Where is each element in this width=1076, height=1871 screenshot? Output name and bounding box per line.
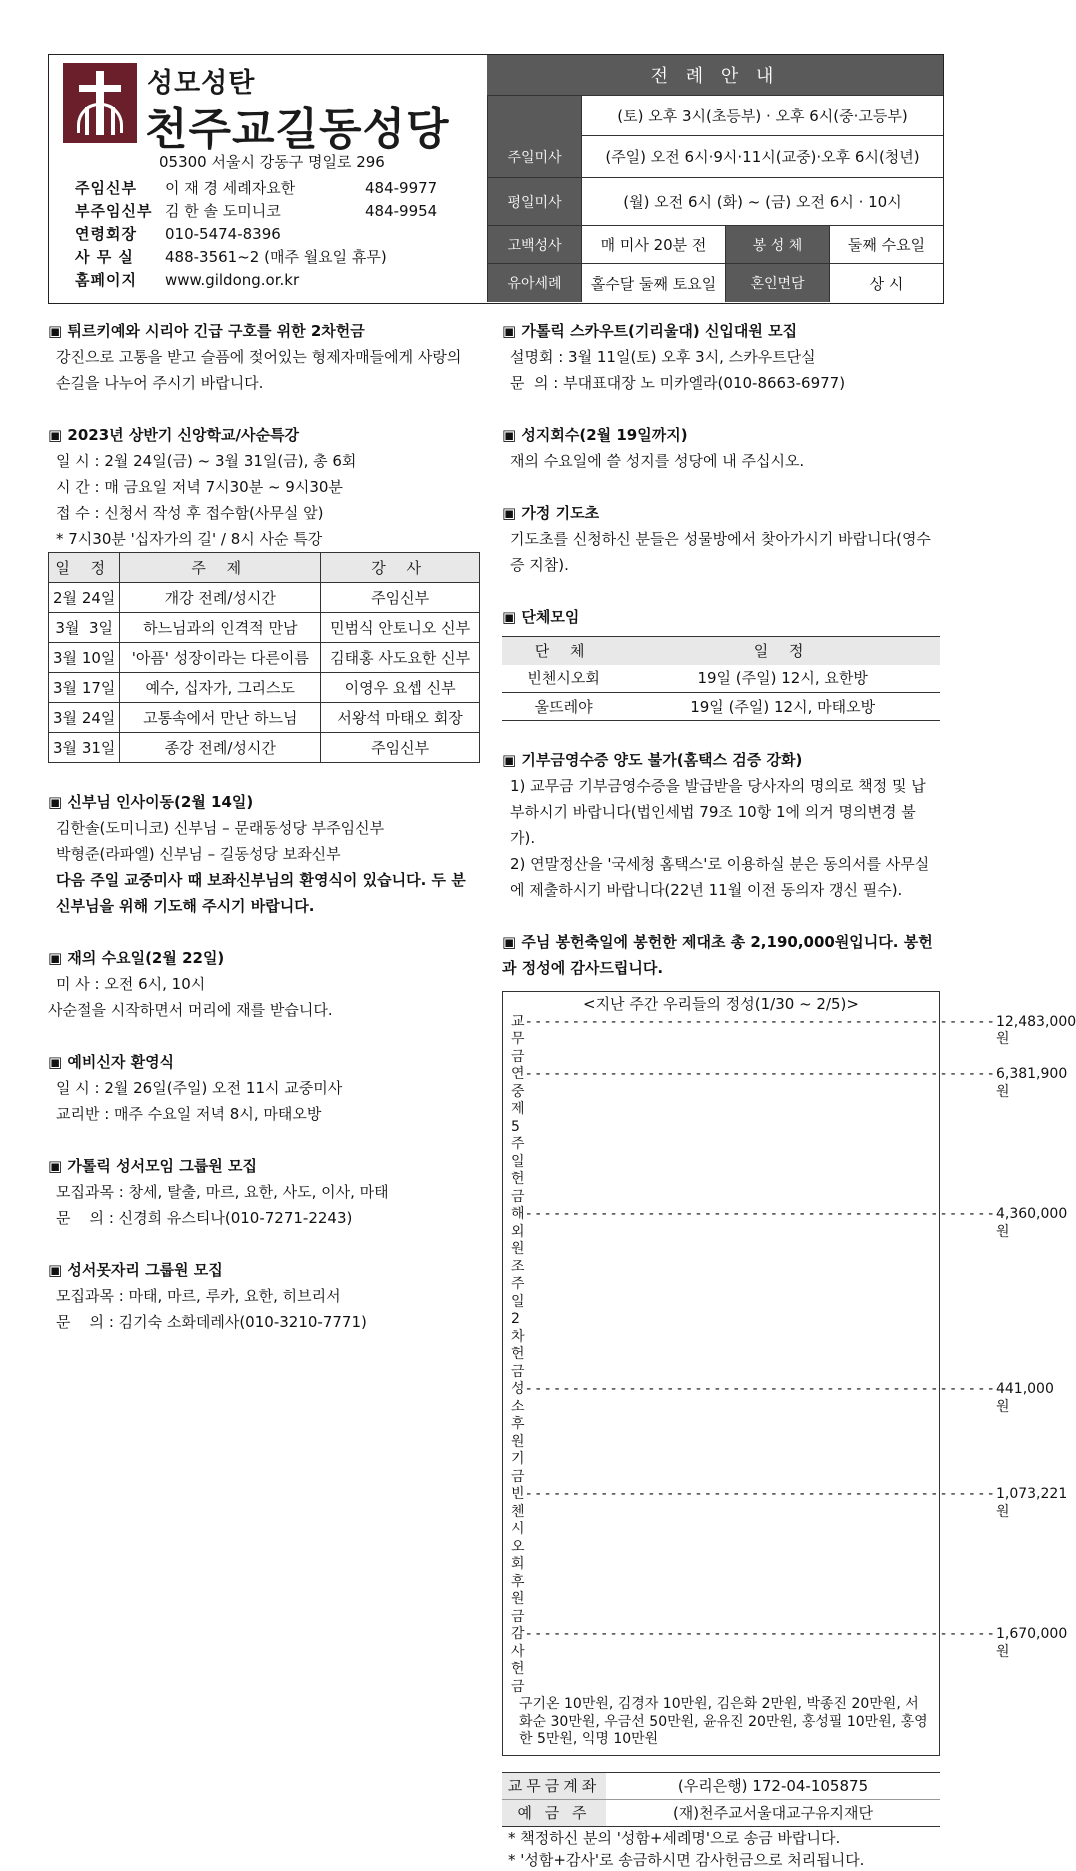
table-row	[49, 643, 480, 673]
bulletin-header	[48, 54, 944, 304]
baptism-label: 유아세례	[487, 263, 581, 302]
dash-leader: --------------------------------------------------	[524, 1626, 996, 1642]
staff-phone: 484-9977	[365, 179, 438, 197]
section-title: ▣ 예비신자 환영식	[48, 1053, 175, 1071]
account-table	[502, 1772, 940, 1827]
table-cell: 종강 전례/성시간	[120, 733, 321, 763]
account-holder: (재)천주교서울대교구유지재단	[606, 1799, 940, 1826]
staff-name: 488-3561~2 (매주 월요일 휴무)	[165, 248, 387, 266]
staff-name: 김 한 솔 도미니코	[165, 202, 281, 220]
table-cell: 3월 17일	[49, 673, 120, 703]
account-label: 교무금계좌	[502, 1772, 606, 1799]
staff-row	[75, 246, 465, 269]
table-cell: 2월 24일	[49, 583, 120, 613]
marriage-label: 혼인면담	[725, 263, 829, 302]
staff-row	[75, 269, 465, 292]
notice-ash-wednesday	[48, 945, 480, 1023]
offering-name: 교무금	[511, 1013, 525, 1065]
notice-relief-collection	[48, 318, 480, 396]
section-text: 박형준(라파엘) 신부님 – 길동성당 보좌신부	[56, 845, 341, 863]
parish-logo-icon	[63, 63, 137, 143]
table-row	[49, 733, 480, 763]
section-text: * 7시30분 '십자가의 길' / 8시 사순 특강	[56, 530, 323, 548]
table-cell: 19일 (주일) 12시, 마태오방	[625, 693, 940, 721]
liturgy-title: 전 례 안 내	[487, 55, 943, 95]
offering-name: 감사헌금	[511, 1626, 525, 1695]
section-title: ▣ 재의 수요일(2월 22일)	[48, 949, 225, 967]
left-column	[48, 318, 480, 1361]
offering-name: 연중제5주일헌금	[511, 1066, 525, 1205]
parish-name: 천주교길동성당	[145, 104, 450, 155]
staff-role: 주임신부	[75, 179, 137, 197]
offering-name: 빈첸시오회후원금	[511, 1486, 525, 1625]
offering-donors: 구기온 10만원, 김경자 10만원, 김은화 2만원, 박종진 20만원, 서화순 30만원, 우금선 50만원, 윤유진 20만원, 홍성필 10만원, 홍영한 5만원, 익명 10만원	[519, 1696, 928, 1747]
section-text: 문 의 : 김기숙 소화데레사(010-3210-7771)	[56, 1313, 367, 1331]
staff-row	[75, 223, 465, 246]
offering-amount: 4,360,000원	[995, 1206, 1068, 1240]
table-cell: 고통속에서 만난 하느님	[120, 703, 321, 733]
section-title: ▣ 기부금영수증 양도 불가(홈택스 검증 강화)	[502, 751, 803, 769]
staff-name: 이 재 경 세례자요한	[165, 179, 296, 197]
table-cell: 주임신부	[321, 733, 480, 763]
dash-leader: --------------------------------------------------	[524, 1013, 996, 1030]
section-title: ▣ 성지회수(2월 19일까지)	[502, 426, 688, 444]
table-cell: 3월 10일	[49, 643, 120, 673]
offering-row	[511, 1486, 1068, 1626]
dash-leader: --------------------------------------------------	[524, 1206, 996, 1222]
notice-donation-receipt	[502, 747, 940, 903]
confession-value: 매 미사 20분 전	[581, 225, 725, 263]
table-cell: 개강 전례/성시간	[120, 583, 321, 613]
table-cell: 3월 24일	[49, 703, 120, 733]
offering-amount: 1,670,000원	[995, 1626, 1068, 1660]
table-row	[49, 703, 480, 733]
table-header: 강 사	[321, 553, 480, 583]
section-text: 기도초를 신청하신 분들은 성물방에서 찾아가시기 바랍니다(영수증 지참).	[510, 530, 931, 574]
staff-row	[75, 177, 465, 200]
table-row	[502, 693, 940, 721]
dash-leader: --------------------------------------------------	[524, 1066, 996, 1082]
staff-phone: 484-9954	[365, 202, 438, 220]
offering-amount: 441,000원	[995, 1381, 1054, 1415]
offering-title: <지난 주간 우리들의 정성(1/30 ~ 2/5)>	[583, 995, 859, 1013]
section-text: 2) 연말정산을 '국세청 홈택스'로 이용하실 분은 동의서를 사무실에 제출하시기 바랍니다(22년 11월 이전 동의자 갱신 필수).	[510, 855, 930, 899]
table-header: 일 정	[625, 637, 940, 665]
table-header: 일 정	[49, 553, 120, 583]
weekday-mass-label: 평일미사	[487, 177, 581, 225]
note-text: * 책정하신 분의 '성함+세례명'으로 송금 바랍니다.	[508, 1828, 841, 1847]
table-row	[49, 673, 480, 703]
section-text: 문 의 : 신경희 유스티나(010-7271-2243)	[56, 1209, 353, 1227]
sunday-mass-label: 주일미사	[487, 95, 581, 217]
notice-priest-transfer	[48, 789, 480, 919]
table-row	[49, 583, 480, 613]
table-header: 주 제	[120, 553, 321, 583]
parish-info	[49, 55, 487, 302]
table-cell: 예수, 십자가, 그리스도	[120, 673, 321, 703]
table-cell: '아픔' 성장이라는 다른이름	[120, 643, 321, 673]
table-row	[49, 613, 480, 643]
table-cell: 19일 (주일) 12시, 요한방	[625, 665, 940, 693]
table-cell: 3월 31일	[49, 733, 120, 763]
offering-row	[511, 1626, 1068, 1696]
table-cell: 3월 3일	[49, 613, 120, 643]
offering-name: 해외원조주일2차헌금	[511, 1206, 525, 1380]
section-text: 모집과목 : 마태, 마르, 루카, 요한, 히브리서	[56, 1287, 341, 1305]
staff-role: 홈페이지	[75, 271, 137, 289]
notice-candle-offering	[502, 929, 1076, 1871]
dash-leader: --------------------------------------------------	[524, 1381, 996, 1397]
marriage-value: 상 시	[829, 263, 943, 302]
section-text: 1) 교무금 기부금영수증을 발급받을 당사자의 명의로 책정 및 납부하시기 바랍니다(법인세법 79조 10항 1에 의거 명의변경 불가).	[510, 777, 926, 847]
section-text: 시 간 : 매 금요일 저녁 7시30분 ~ 9시30분	[56, 478, 343, 496]
section-text: 일 시 : 2월 24일(금) ~ 3월 31일(금), 총 6회	[56, 452, 357, 470]
sunday-mass-sat: (토) 오후 3시(초등부) · 오후 6시(중·고등부)	[581, 95, 943, 135]
staff-list	[75, 177, 465, 292]
notice-catechumen	[48, 1049, 480, 1127]
section-text: 강진으로 고통을 받고 슬픔에 젖어있는 형제자매들에게 사랑의 손길을 나누어 주시기 바랍니다.	[56, 348, 462, 392]
offering-amount: 1,073,221원	[995, 1486, 1068, 1520]
table-cell: 주임신부	[321, 583, 480, 613]
section-text: 설명회 : 3월 11일(토) 오후 3시, 스카우트단실	[510, 348, 816, 366]
section-title: ▣ 튀르키예와 시리아 긴급 구호를 위한 2차헌금	[48, 322, 365, 340]
section-title: ▣ 가정 기도초	[502, 504, 600, 522]
section-text: 교리반 : 매주 수요일 저녁 8시, 마태오방	[56, 1105, 322, 1123]
offering-list	[511, 1013, 1076, 1697]
section-text: 다음 주일 교중미사 때 보좌신부님의 환영식이 있습니다. 두 분 신부님을 위해 기도해 주시기 바랍니다.	[56, 871, 466, 915]
right-column	[502, 318, 1076, 1871]
dash-leader: --------------------------------------------------	[524, 1486, 996, 1502]
confession-label: 고백성사	[487, 225, 581, 263]
weekday-mass: (월) 오전 6시 (화) ~ (금) 오전 6시 · 10시	[581, 177, 943, 225]
staff-row	[75, 200, 465, 223]
table-cell: 서왕석 마태오 회장	[321, 703, 480, 733]
offering-row	[511, 1381, 1054, 1486]
section-title: ▣ 신부님 인사이동(2월 14일)	[48, 793, 254, 811]
table-cell: 이영우 요셉 신부	[321, 673, 480, 703]
table-cell: 울뜨레야	[502, 693, 625, 721]
lecture-table	[48, 552, 480, 763]
section-text: 문 의 : 부대표대장 노 미카엘라(010-8663-6977)	[510, 374, 846, 392]
table-cell: 하느님과의 인격적 만남	[120, 613, 321, 643]
offering-row	[511, 1013, 1076, 1067]
table-cell: 빈첸시오회	[502, 665, 625, 693]
note-text: * '성함+감사'로 송금하시면 감사헌금으로 처리됩니다.	[508, 1850, 865, 1869]
notice-faith-school	[48, 422, 480, 763]
section-text: 일 시 : 2월 26일(주일) 오전 11시 교중미사	[56, 1079, 343, 1097]
table-row	[502, 665, 940, 693]
table-header: 단 체	[502, 637, 625, 665]
account-number: (우리은행) 172-04-105875	[677, 1776, 869, 1795]
holder-label: 예 금 주	[502, 1799, 606, 1826]
section-text: 미 사 : 오전 6시, 10시	[56, 975, 206, 993]
table-cell: 민범식 안토니오 신부	[321, 613, 480, 643]
section-title: ▣ 2023년 상반기 신앙학교/사순특강	[48, 426, 299, 444]
notice-prayer-candle	[502, 500, 940, 578]
notice-bible-group	[48, 1153, 480, 1231]
liturgy-guide	[487, 55, 943, 302]
anointing-label: 봉 성 체	[725, 225, 829, 263]
notice-scout	[502, 318, 940, 396]
staff-name: www.gildong.or.kr	[165, 271, 300, 289]
staff-name: 010-5474-8396	[165, 225, 281, 243]
sunday-mass-sun: (주일) 오전 6시·9시·11시(교중)·오후 6시(청년)	[581, 135, 943, 177]
section-text: 김한솔(도미니코) 신부님 – 문래동성당 부주임신부	[56, 819, 385, 837]
staff-role: 부주임신부	[75, 202, 153, 220]
section-title: ▣ 주님 봉헌축일에 봉헌한 제대초 총 2,190,000원입니다. 봉헌과 정성에 감사드립니다.	[502, 933, 933, 977]
section-text: 재의 수요일에 쓸 성지를 성당에 내 주십시오.	[510, 452, 805, 470]
notice-palm-return	[502, 422, 940, 474]
staff-role: 사 무 실	[75, 248, 134, 266]
offering-box	[502, 991, 1076, 1756]
section-title: ▣ 가톨릭 성서모임 그룹원 모집	[48, 1157, 257, 1175]
section-title: ▣ 가톨릭 스카우트(기리울대) 신입대원 모집	[502, 322, 798, 340]
offering-row	[511, 1066, 1068, 1206]
group-table	[502, 636, 940, 721]
notice-bible-seedbed	[48, 1257, 480, 1335]
parish-address: 05300 서울시 강동구 명일로 296	[159, 153, 385, 171]
anointing-value: 둘째 수요일	[829, 225, 943, 263]
notice-group-meeting	[502, 604, 940, 721]
section-title: ▣ 단체모임	[502, 608, 580, 626]
offering-amount: 12,483,000원	[995, 1013, 1076, 1047]
parish-subtitle: 성모성탄	[147, 68, 256, 99]
section-text: 접 수 : 신청서 작성 후 접수함(사무실 앞)	[56, 504, 324, 522]
staff-role: 연령회장	[75, 225, 137, 243]
offering-name: 성소후원기금	[511, 1381, 525, 1485]
section-text: 모집과목 : 창세, 탈출, 마르, 요한, 사도, 이사, 마태	[56, 1183, 389, 1201]
offering-amount: 6,381,900원	[995, 1066, 1068, 1100]
baptism-value: 홀수달 둘째 토요일	[581, 263, 725, 302]
table-cell: 김태홍 사도요한 신부	[321, 643, 480, 673]
section-text: 사순절을 시작하면서 머리에 재를 받습니다.	[48, 1001, 333, 1019]
section-title: ▣ 성서못자리 그룹원 모집	[48, 1261, 223, 1279]
offering-row	[511, 1206, 1068, 1381]
